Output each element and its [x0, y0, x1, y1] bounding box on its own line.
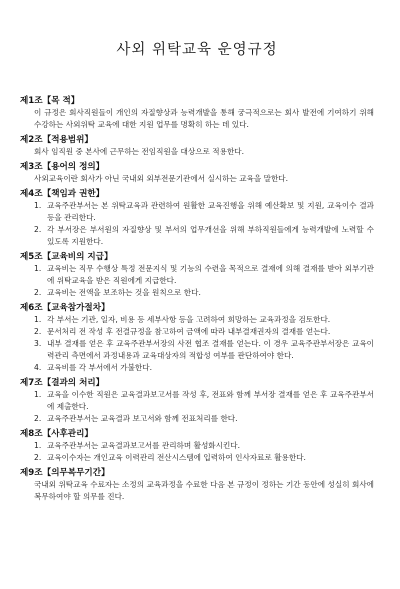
article-item [20, 326, 374, 338]
item-text: 교육주관부서는 본 위탁교육과 관련하여 원활한 교육진행을 위해 예산확보 및 지원, 교육이수 결과 등을 관리한다. [47, 201, 374, 222]
item-number: 1. [34, 264, 42, 273]
article-heading [20, 188, 374, 200]
article-6 [20, 302, 374, 374]
article-heading [20, 377, 374, 389]
article-name: 【적용범위】 [42, 135, 93, 145]
document-title: 사외 위탁교육 운영규정 [116, 42, 278, 58]
article-heading [20, 251, 374, 263]
article-number: 제3조 [20, 162, 43, 172]
item-text: 교육주관부서는 교육결과 보고서와 함께 전표처리를 한다. [47, 414, 238, 423]
item-number: 2. [34, 453, 42, 462]
article-item [20, 440, 374, 452]
article-name: 【의무복무기간】 [42, 468, 110, 478]
article-item [20, 413, 374, 425]
item-number: 1. [34, 390, 42, 399]
article-item [20, 200, 374, 224]
article-4 [20, 188, 374, 248]
item-number: 2. [34, 225, 42, 234]
article-name: 【용어의 정의】 [42, 162, 105, 172]
item-text: 교육을 이수한 직원은 교육결과보고서를 작성 후, 전표와 함께 부서장 결재를 얻은 후 교육주관부서에 제출한다. [47, 390, 374, 411]
item-number: 2. [34, 414, 42, 423]
item-number: 2. [34, 288, 42, 297]
article-item [20, 338, 374, 362]
article-heading [20, 95, 374, 107]
article-9 [20, 467, 374, 503]
item-text: 교육비는 직무 수행상 특정 전문지식 및 기능의 수련을 목적으로 결재에 의해 결재를 받아 외부기관에 위탁교육을 받은 직원에게 지급한다. [47, 264, 374, 285]
article-3 [20, 161, 374, 185]
article-number: 제9조 [20, 468, 43, 478]
item-text: 내부 결재를 얻은 후 교육주관부서장의 사전 협조 결재를 얻는다. 이 경우 교육주관부서장은 교육이력관리 측면에서 과정내용과 교육대상자의 적합성 여부를 판단하여야 한다. [47, 339, 374, 360]
article-item [20, 362, 374, 374]
article-paragraph: 회사 임직원 중 본사에 근무하는 전임직원을 대상으로 적용한다. [34, 147, 245, 156]
article-number: 제5조 [20, 252, 43, 262]
item-text: 각 부서는 기관, 일자, 비용 등 세부사항 등을 고려하여 희망하는 교육과정을 검토한다. [47, 315, 331, 324]
article-paragraph: 사외교육이란 회사가 아닌 국내외 외부전문기관에서 실시하는 교육을 말한다. [34, 174, 289, 183]
item-text: 교육비는 전액을 보조하는 것을 원칙으로 한다. [47, 288, 201, 297]
article-name: 【책임과 권한】 [42, 189, 105, 199]
article-heading [20, 467, 374, 479]
item-text: 교육비를 각 부서에서 가불한다. [47, 363, 153, 372]
article-item [20, 314, 374, 326]
item-number: 4. [34, 363, 42, 372]
article-item [20, 452, 374, 464]
article-number: 제6조 [20, 303, 43, 313]
article-item [20, 263, 374, 287]
item-number: 2. [34, 327, 42, 336]
article-heading [20, 302, 374, 314]
article-1 [20, 95, 374, 131]
articles-list [20, 95, 374, 503]
article-name: 【사후관리】 [42, 429, 93, 439]
article-paragraph: 이 규정은 회사직원들이 개인의 자질향상과 능력개발을 통해 궁극적으로는 회사 발전에 기여하기 위해 수강하는 사외위탁 교육에 대한 지원 업무를 명확히 하는 데 있다. [34, 108, 374, 129]
article-number: 제8조 [20, 429, 43, 439]
article-heading [20, 161, 374, 173]
article-number: 제7조 [20, 378, 43, 388]
article-name: 【목 적】 [42, 96, 80, 106]
article-item [20, 389, 374, 413]
item-text: 교육주관부서는 교육결과보고서를 관리하며 활성화시킨다. [47, 441, 241, 450]
item-text: 교육이수자는 개인교육 이력관리 전산시스템에 입력하여 인사자료로 활용한다. [47, 453, 306, 462]
article-number: 제4조 [20, 189, 43, 199]
article-7 [20, 377, 374, 425]
article-2 [20, 134, 374, 158]
article-heading [20, 134, 374, 146]
article-item [20, 287, 374, 299]
article-item [20, 224, 374, 248]
article-number: 제2조 [20, 135, 43, 145]
item-text: 문서처리 전 작성 후 전결규정을 참고하여 금액에 따라 내부결재권자의 결재를 얻는다. [47, 327, 331, 336]
article-number: 제1조 [20, 96, 43, 106]
article-name: 【결과의 처리】 [42, 378, 105, 388]
item-number: 3. [34, 339, 42, 348]
article-5 [20, 251, 374, 299]
item-number: 1. [34, 315, 42, 324]
item-number: 1. [34, 201, 42, 210]
article-heading [20, 428, 374, 440]
article-8 [20, 428, 374, 464]
article-paragraph: 국내외 위탁교육 수료자는 소정의 교육과정을 수료한 다음 본 규정이 정하는 기간 동안에 성실히 회사에 복무하여야 할 의무를 진다. [34, 480, 374, 501]
item-number: 1. [34, 441, 42, 450]
item-text: 각 부서장은 부서원의 자질향상 및 부서의 업무개선을 위해 부하직원들에게 능력개발에 노력할 수 있도록 지원한다. [47, 225, 374, 246]
article-name: 【교육비의 지급】 [42, 252, 113, 262]
article-name: 【교육참가절차】 [42, 303, 110, 313]
